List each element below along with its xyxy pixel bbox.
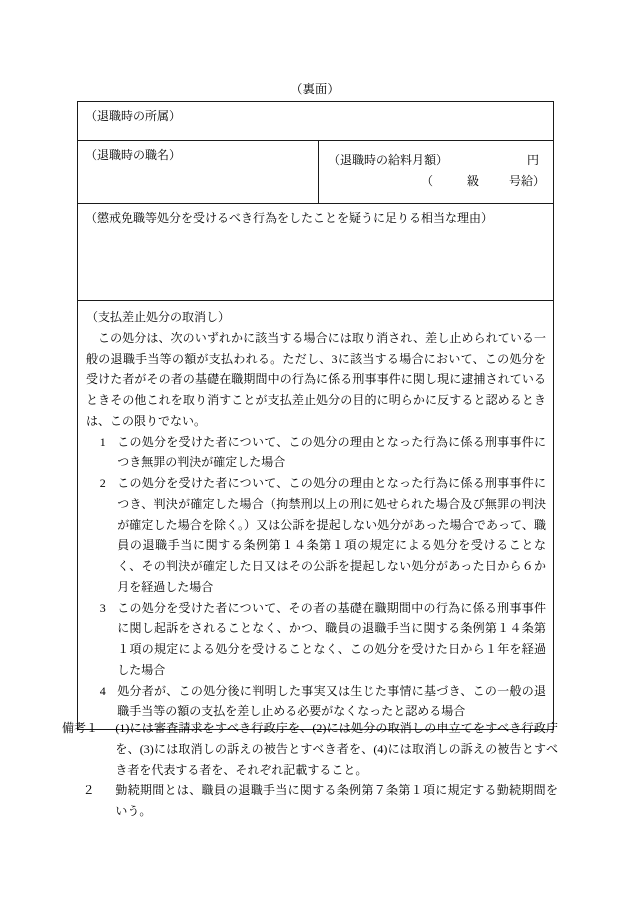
remarks-item (62, 780, 558, 822)
table-row-reason (78, 204, 554, 301)
salary-block (319, 141, 553, 195)
clause-item (86, 681, 546, 723)
post-label: （退職時の職名） (85, 148, 182, 162)
remarks-text: (1)には審査請求をすべき行政庁を、(2)には処分の取消しの申立てをすべき行政庁を、(3)には取消しの訴えの被告とすべき者を、(4)には取消しの訴えの被告とすべき者を代表する者を、それぞれ記載すること。 (115, 721, 558, 777)
clause-number: 4 (99, 683, 106, 698)
remarks-text: 勤続期間とは、職員の退職手当に関する条例第７条第１項に規定する勤続期間をいう。 (115, 783, 558, 818)
reason-cell (78, 204, 554, 301)
remarks-item (62, 718, 558, 780)
clause-item (86, 432, 546, 474)
cancellation-clause-list (86, 432, 546, 723)
salary-grade-line (328, 171, 545, 192)
clause-number: 1 (99, 434, 106, 449)
salary-cell (319, 141, 554, 204)
clause-number: 3 (99, 600, 106, 615)
remarks-label: 備考１ (62, 721, 99, 735)
clause-item (86, 473, 546, 598)
salary-label: （退職時の給料月額） (328, 153, 449, 167)
salary-grade-label: 級 (466, 173, 479, 188)
salary-step-label: 号給） (509, 173, 546, 188)
clause-text: この処分を受けた者について、この処分の理由となった行為に係る刑事事件につき、判決が確定した場合（拘禁刑以上の刑に処せられた場合及び無罪の判決が確定した場合を除く。）又は公訴を提起しない処分があった場合であって、職員の退職手当に関する条例第１４条第１項の規定による処分を受けることなく、その判決が確定した日又はその公訴を提起しない処分があった日から６か月を経過した場合 (117, 476, 547, 594)
salary-unit-yen: 円 (527, 153, 540, 167)
salary-paren-open: （ (420, 173, 433, 188)
cancellation-cell (78, 301, 554, 730)
post-cell (78, 141, 319, 204)
reason-label: （懲戒免職等処分を受けるべき行為をしたことを疑うに足りる相当な理由） (85, 211, 494, 225)
cancellation-lead-paragraph: この処分は、次のいずれかに該当する場合には取り消され、差し止められている一般の退職手当等の額が支払われる。ただし、3に該当する場合において、この処分を受けた者がその者の基礎在職期間中の行為に係る刑事事件に関し現に逮捕されているときその他これを取り消すことが支払差止処分の目的に明らかに反すると認めるときは、この限りでない。 (86, 330, 547, 428)
affiliation-label: （退職時の所属） (85, 109, 182, 123)
remarks-section (62, 718, 558, 822)
page-header-label: （裏面） (290, 82, 340, 96)
table-row-post-and-salary (78, 141, 554, 204)
clause-item (86, 598, 546, 681)
remarks-label: ２ (82, 783, 95, 798)
clause-text: この処分を受けた者について、この処分の理由となった行為に係る刑事事件につき無罪の判決が確定した場合 (117, 434, 547, 470)
clause-text: この処分を受けた者について、その者の基礎在職期間中の行為に係る刑事事件に関し起訴をされることなく、かつ、職員の退職手当に関する条例第１４条第１項の規定による処分を受けることなく、この処分を受けた日から１年を経過した場合 (117, 600, 547, 677)
cancellation-subhead: （支払差止処分の取消し） (86, 310, 231, 324)
table-row-cancellation (78, 301, 554, 730)
retirement-allowance-form-table (77, 101, 554, 730)
salary-amount-line (328, 150, 545, 171)
clause-number: 2 (99, 476, 106, 490)
clause-text: 処分者が、この処分後に判明した事実又は生じた事情に基づき、この一般の退職手当等の額の支払を差し止める必要がなくなったと認める場合 (117, 683, 547, 719)
cancellation-body (78, 301, 553, 729)
affiliation-cell (78, 102, 554, 141)
table-row-affiliation (78, 102, 554, 141)
